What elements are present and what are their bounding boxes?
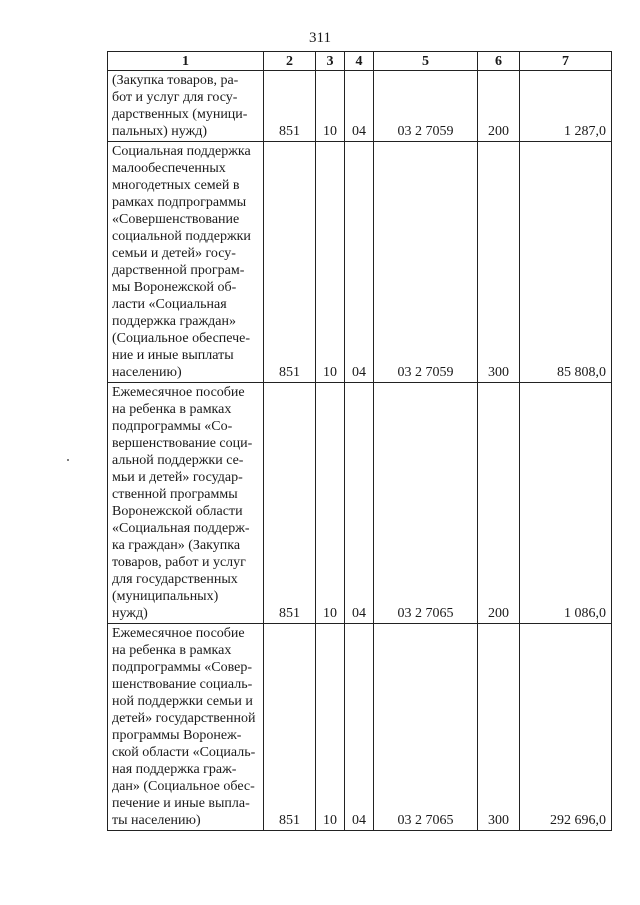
page-number: 311: [309, 30, 331, 46]
cell-subsection: 04: [345, 383, 374, 624]
table-row: [108, 71, 612, 142]
row-description: (Закупка товаров, ра- бот и услуг для госу- дарственных (муници- пальных) нужд): [108, 71, 264, 142]
cell-amount: 1 287,0: [520, 71, 612, 142]
cell-amount: 1 086,0: [520, 383, 612, 624]
cell-amount: 85 808,0: [520, 142, 612, 383]
cell-amount: 292 696,0: [520, 624, 612, 831]
table-row: [108, 383, 612, 624]
cell-subsection: 04: [345, 624, 374, 831]
row-description: Ежемесячное пособие на ребенка в рамках подпрограммы «Со- вершенствование соци- альной поддержки се- мьи и детей» государ- ственной программы Воронежской области «Социальная поддерж- ка граждан» (Закупка товаров, работ и услуг для государственных (муниципальных) нужд): [108, 383, 264, 624]
cell-section: 10: [316, 142, 345, 383]
cell-target-article: 03 2 7065: [374, 383, 478, 624]
header-col-6: 6: [478, 52, 520, 71]
header-col-1: 1: [108, 52, 264, 71]
header-col-4: 4: [345, 52, 374, 71]
cell-target-article: 03 2 7065: [374, 624, 478, 831]
table-row: [108, 142, 612, 383]
cell-expense-type: 300: [478, 142, 520, 383]
header-col-2: 2: [264, 52, 316, 71]
cell-ministry-code: 851: [264, 624, 316, 831]
row-description: Ежемесячное пособие на ребенка в рамках подпрограммы «Совер- шенствование социаль- ной поддержки семьи и детей» государственной программы Воронеж- ской области «Социаль- ная поддержка граж- дан» (Социальное обес- печение и иные выпла- ты населению): [108, 624, 264, 831]
cell-expense-type: 200: [478, 71, 520, 142]
cell-section: 10: [316, 383, 345, 624]
cell-section: 10: [316, 624, 345, 831]
header-col-5: 5: [374, 52, 478, 71]
cell-ministry-code: 851: [264, 142, 316, 383]
budget-table: [107, 51, 612, 831]
header-col-3: 3: [316, 52, 345, 71]
cell-subsection: 04: [345, 71, 374, 142]
row-description: Социальная поддержка малообеспеченных многодетных семей в рамках подпрограммы «Совершенствование социальной поддержки семьи и детей» госу- дарственной програм- мы Воронежской об- ласти «Социальная поддержка граждан» (Социальное обеспече- ние и иные выплаты населению): [108, 142, 264, 383]
table-row: [108, 624, 612, 831]
cell-expense-type: 300: [478, 624, 520, 831]
cell-ministry-code: 851: [264, 71, 316, 142]
cell-section: 10: [316, 71, 345, 142]
cell-subsection: 04: [345, 142, 374, 383]
cell-target-article: 03 2 7059: [374, 142, 478, 383]
cell-expense-type: 200: [478, 383, 520, 624]
cell-ministry-code: 851: [264, 383, 316, 624]
scan-speck: [67, 459, 69, 461]
header-row: [108, 52, 612, 71]
header-col-7: 7: [520, 52, 612, 71]
cell-target-article: 03 2 7059: [374, 71, 478, 142]
